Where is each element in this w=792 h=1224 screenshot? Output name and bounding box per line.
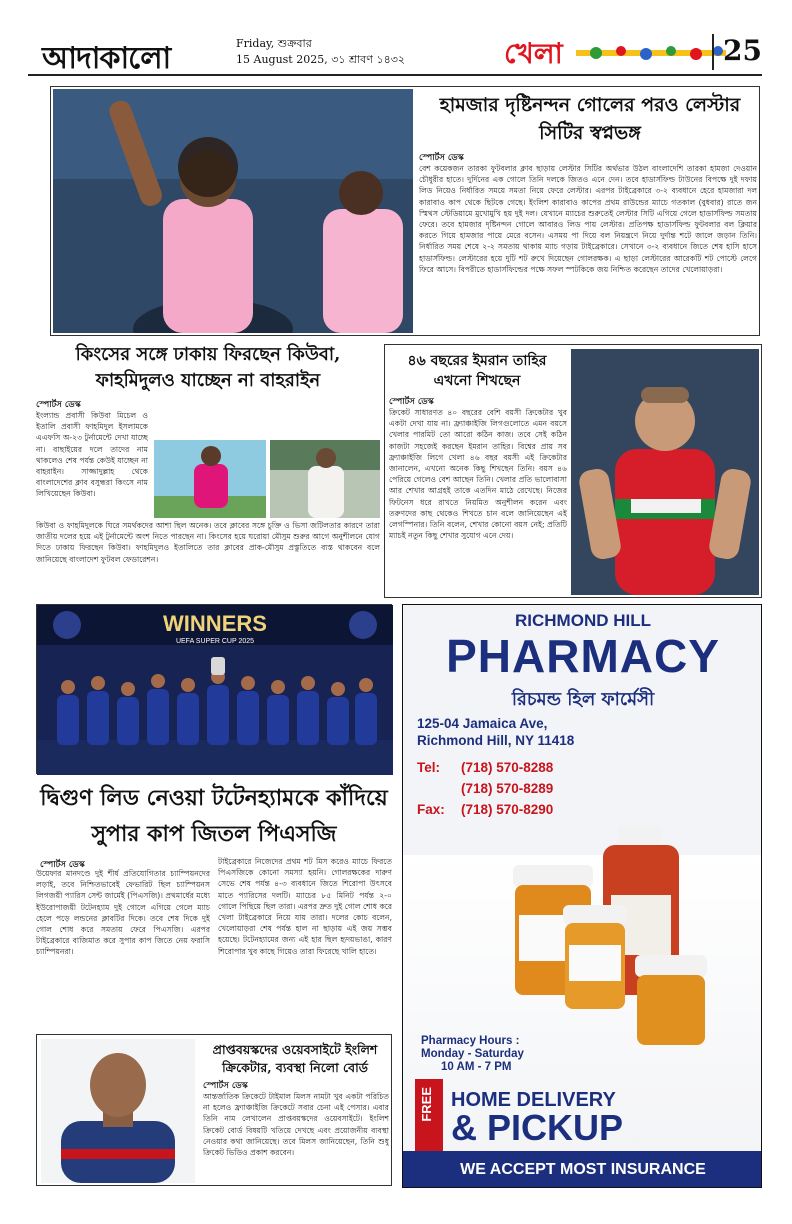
story5-desk: স্পোর্টস ডেস্ক <box>203 1081 248 1091</box>
cuba-photo-art <box>154 440 266 518</box>
fahmidul-photo <box>270 440 380 518</box>
mills-photo-art <box>41 1039 195 1183</box>
ad-address <box>417 715 574 749</box>
ad-pharmacy: PHARMACY <box>446 630 720 682</box>
ad-insurance-strip <box>403 1151 762 1188</box>
story2-body-b: কিউবা ও ফাহমিদুলকে ঘিরে সমর্থকদের আশা ছিল অনেক। তবে ক্লাবের সঙ্গে চুক্তি ও ভিসা জটিলতার কারণে তারা জাতীয় দলের হয়ে এই টুর্নামেন্টে অংশ নিতে পারছেন না। কিংসের হয়ে ঘরোয়া মৌসুম শুরুর আগে অনুশীলনে যোগ দিতে ঢাকায় ফিরছেন কিউবা। ফাহমিদুলও ইতালিতে তার ক্লাবের প্রাক-মৌসুম প্রস্তুতিতে ব্যস্ত থাকবেন বলে জানিয়েছে বাংলাদেশ ফুটবল ফেডারেশন। <box>36 521 380 564</box>
date-label: 15 August 2025, ৩১ শ্রাবণ ১৪৩২ <box>236 53 406 66</box>
page-number: 25 <box>712 34 762 70</box>
story3-headline: ৪৬ বছরের ইমরান তাহির এখনো শিখছেন <box>407 353 547 389</box>
story4-headline: দ্বিগুণ লিড নেওয়া টটেনহ্যামকে কাঁদিয়ে সুপার কাপ জিতল পিএসজি <box>40 785 388 847</box>
story5-headline: প্রাপ্তবয়স্কদের ওয়েবসাইটে ইংলিশ ক্রিকেটার, ব্যবস্থা নিলো বোর্ড <box>212 1042 378 1075</box>
ad-hours-days: Monday - Saturday <box>421 1048 524 1060</box>
pharmacy-advertisement <box>402 604 762 1188</box>
story3-desk: স্পোর্টস ডেস্ক <box>389 397 434 407</box>
ad-tel2: (718) 570-8289 <box>461 781 554 796</box>
story1-body: বেশ কয়েকজন তারকা ফুটবলার ক্লাব ছাড়ায় লেস্টার সিটির অর্থভার উঠল বাংলাদেশি তারকা হামজা দেওয়ান চৌধুরীর হাতে। দুর্দিনের এক গোলে তিনি দলকে জিতও এনে দেন। তবে হাডার্সফিল্ড টাউনের বিপক্ষে দুই দফায় লিড নিয়েও নির্ধারিত সময়ে সমতা নিয়ে ফেরে লেস্টার। এরপর টাইব্রেকারে ৩-২ ব্যবধানে হেরে হামজারা দল কারাবাও কাপ থেকে ছিটকে গেছে। ইংলিশ কারাবাও কাপের প্রথম রাউন্ডের ম্যাচে গতকাল (বুধবার) রাতে জন স্মিথস স্টেডিয়ামে মুখোমুখি হয় দুই দল। যেখানে ম্যাচের শুরুতেই লেস্টার সিটি এগিয়ে গেলে হাডার্সফিল্ড সমতায় ফেরে। তবে হামজার দৃষ্টিনন্দন গোলে আবারও লিড পায় লেস্টার। প্রতিপক্ষ হাডার্সফিল্ড ফুটবলার বল ক্লিয়ার করতে গিয়ে হামজার পায়ে মেরে বসেন। এসময় পা দিয়ে বল নিয়ন্ত্রণে নিয়ে দুর্দান্ত শটে জালে জড়ান তিনি। নির্ধারিত সময় শেষে ২-২ সমতায় থাকায় ম্যাচ গড়ায় টাইব্রেকারে। সেখানে ৩-২ ব্যবধানে জিতে শেষ হাসি হাসে হাডার্সফিল্ড। লেস্টারের হয়ে দুটি শট রুখে দিয়েছেন গোলরক্ষক। এ ছাড়া লেস্টারের আরেকটি শট পোস্টে লেগে ফিরে আসে। বিপরীতে হাডার্সফিল্ডের পক্ষে সফল স্পটকিকে জয় নিশ্চিত করেছেন তাদের খেলোয়াড়রা। <box>419 164 757 274</box>
hamza-photo <box>53 89 413 333</box>
story4-body-left: উয়েফার মানদণ্ডে দুই শীর্ষ প্রতিযোগিতার চ্যাম্পিয়নদের লড়াই, তবে নিশ্চিতভাবেই ফেভারিট ছিল চ্যাম্পিয়নস লিগজয়ী প্যারিস সেন্ট জার্মেই (পিএসজি)। প্রথমার্ধের মধ্যে ইউরোপাজয়ী টটেনহ্যাম দুই গোলে এগিয়ে গেলে ম্যাচ হেলে পড়ে লন্ডনের ক্লাবটির দিকে। তবে শেষ দিকে দুই গোল শোধ করে সমতায় ফেরে পিএসজি। এরপর টাইব্রেকারে বাজিমাত করে সুপার কাপ জিতে নেয় ফরাসি চ্যাম্পিয়নরা। <box>36 869 210 957</box>
tahir-photo <box>571 349 759 595</box>
story4-desk: স্পোর্টস ডেস্ক <box>40 860 85 870</box>
story3-body: ক্রিকেট সাধারণত ৪০ বছরের বেশি বয়সী ক্রিকেটার খুব একটা দেখা যায় না। ফ্র্যাঞ্চাইজি লিগগুলোতে এমন বয়সে খেলার পারমিট তো আরো কঠিন কাজ। তবে সেই কঠিন কাজটা সহজেই করছেন ইমরান তাহির। বিশ্বের প্রায় সব ফ্র্যাঞ্চাইজি লিগে খেলা ৪৬ বছর বয়সী এই ক্রিকেটার জানালেন, এখনো অনেক কিছু শিখছেন তিনি। বয়স ৪৬ পেরিয়ে গেলেও বেশ আছেন তিনি। খেলার প্রতি ভালোবাসা আর শেখার আগ্রহই তাকে এতদিন মাঠে রেখেছে। নিজের ফিটনেস ধরে রাখতে নিয়মিত অনুশীলন করেন এবং তরুণদের কাছ থেকেও শিখতে চান বলে জানিয়েছেন এই লেগস্পিনার। তিনি বলেন, শেখার কোনো বয়স নেই; প্রতিটি ম্যাচই নতুন কিছু শেখার সুযোগ এনে দেয়। <box>389 408 567 541</box>
ad-hours-time: 10 AM - 7 PM <box>441 1061 512 1073</box>
ad-tel-label: Tel: <box>417 760 440 775</box>
psg-celebration-photo <box>37 605 393 775</box>
ad-tel1: (718) 570-8288 <box>461 760 554 775</box>
date-block <box>236 36 405 68</box>
story-psg <box>36 604 392 774</box>
ad-free-text: FREE <box>419 1087 434 1122</box>
ad-bengali-name: রিচমন্ড হিল ফার্মেসী <box>511 689 655 710</box>
tahir-photo-art <box>571 349 759 595</box>
ad-insurance-text: WE ACCEPT MOST INSURANCE <box>460 1161 706 1178</box>
psg-photo-art <box>37 605 393 775</box>
story1-desk: স্পোর্টস ডেস্ক <box>419 153 464 163</box>
sports-banner-art <box>576 42 726 64</box>
story5-body: আন্তর্জাতিক ক্রিকেটে টাইমাল মিলস নামটা খুব একটা পরিচিত না হলেও ফ্র্যাঞ্চাইজি ক্রিকেটে সবার চেনা এই পেসার। এবার তিনি নাম লেখালেন প্রাপ্তবয়স্কদের ওয়েবসাইটে। ইংলিশ ক্রিকেট বোর্ড বিষয়টি খতিয়ে দেখছে এবং প্রয়োজনীয় ব্যবস্থা নেওয়ার কথা জানিয়েছে। তবে মিলস জানিয়েছেন, তিনি শুধু ক্রিকেট ভিডিও প্রকাশ করবেন। <box>203 1092 389 1158</box>
ad-hours-title: Pharmacy Hours : <box>421 1035 520 1047</box>
super-cup-banner-text: UEFA SUPER CUP 2025 <box>175 638 255 645</box>
cuba-photo <box>154 440 266 518</box>
story1-headline: হামজার দৃষ্টিনন্দন গোলের পরও লেস্টার সিটির স্বপ্নভঙ্গ <box>439 94 741 144</box>
ad-fax: (718) 570-8290 <box>461 802 554 817</box>
ad-richmond-hill: RICHMOND HILL <box>515 611 651 630</box>
ad-pickup: & PICKUP <box>451 1107 624 1148</box>
ad-hours <box>421 1035 524 1074</box>
ad-address-line1: 125-04 Jamaica Ave, <box>417 716 548 731</box>
story-tahir <box>384 344 762 598</box>
ad-fax-label: Fax: <box>417 802 445 817</box>
medicine-bottles-art <box>403 805 762 1045</box>
winners-banner-text: WINNERS <box>163 611 267 636</box>
ad-address-line2: Richmond Hill, NY 11418 <box>417 733 575 748</box>
fahmidul-photo-art <box>270 440 380 518</box>
section-title: খেলা <box>504 37 563 70</box>
ad-home-delivery: HOME DELIVERY <box>451 1089 616 1111</box>
story-cuba <box>36 340 380 602</box>
ad-free-badge <box>415 1079 443 1151</box>
masthead <box>28 30 762 76</box>
story2-body-a: ইংল্যান্ড প্রবাসী কিউবা মিচেল ও ইতালি প্রবাসী ফাহমিদুল ইসলামকে এএফসি অ-২৩ টুর্নামেন্টে দেখা যাচ্ছে না। বাছাইয়ের দলে তাদের নাম থাকলেও শেষ পর্যন্ত কেউই যাচ্ছেন না বাহরাইন। সাজ্জাদুল্লাহ থেকে বাংলাদেশের ক্লাব বসুন্ধরা কিংসে নাম লিখিয়েছেন কিউবা। <box>36 411 148 499</box>
hamza-photo-art <box>53 89 413 333</box>
brand-logo: আদাকালো <box>42 41 171 76</box>
story4-body-right: টাইব্রেকারে নিজেদের প্রথম শট মিস করেও ম্যাচে ফিরতে পিএসজিকে কোনো সমস্যা হয়নি। গোলরক্ষকের দারুণ সেভে শেষ পর্যন্ত ৪-৩ ব্যবধানে জিতে শিরোপা উৎসবে মাতে প্যারিসের দলটি। ম্যাচের ৮৫ মিনিট পর্যন্ত ২-০ গোলে পিছিয়ে ছিল তারা। এরপর দ্রুত দুই গোল শোধ করে খেলা টাইব্রেকারে নিয়ে যায় তারা। দলের কোচ বলেন, খেলোয়াড়রা শেষ পর্যন্ত হাল না ছাড়ায় এই জয় সম্ভব হয়েছে। টটেনহ্যামের জন্য এই হার ছিল হৃদয়ভাঙা, কারণ শিরোপার খুব কাছে গিয়েও তারা ফিরেছে খালি হাতে। <box>218 857 392 956</box>
story-mills <box>36 1034 392 1186</box>
story2-desk: স্পোর্টস ডেস্ক <box>36 400 81 410</box>
day-label: Friday, শুক্রবার <box>236 37 312 50</box>
story-hamza <box>50 86 760 336</box>
story2-headline: কিংসের সঙ্গে ঢাকায় ফিরছেন কিউবা, ফাহমিদুলও যাচ্ছেন না বাহরাইন <box>75 344 341 391</box>
mills-photo <box>41 1039 195 1183</box>
